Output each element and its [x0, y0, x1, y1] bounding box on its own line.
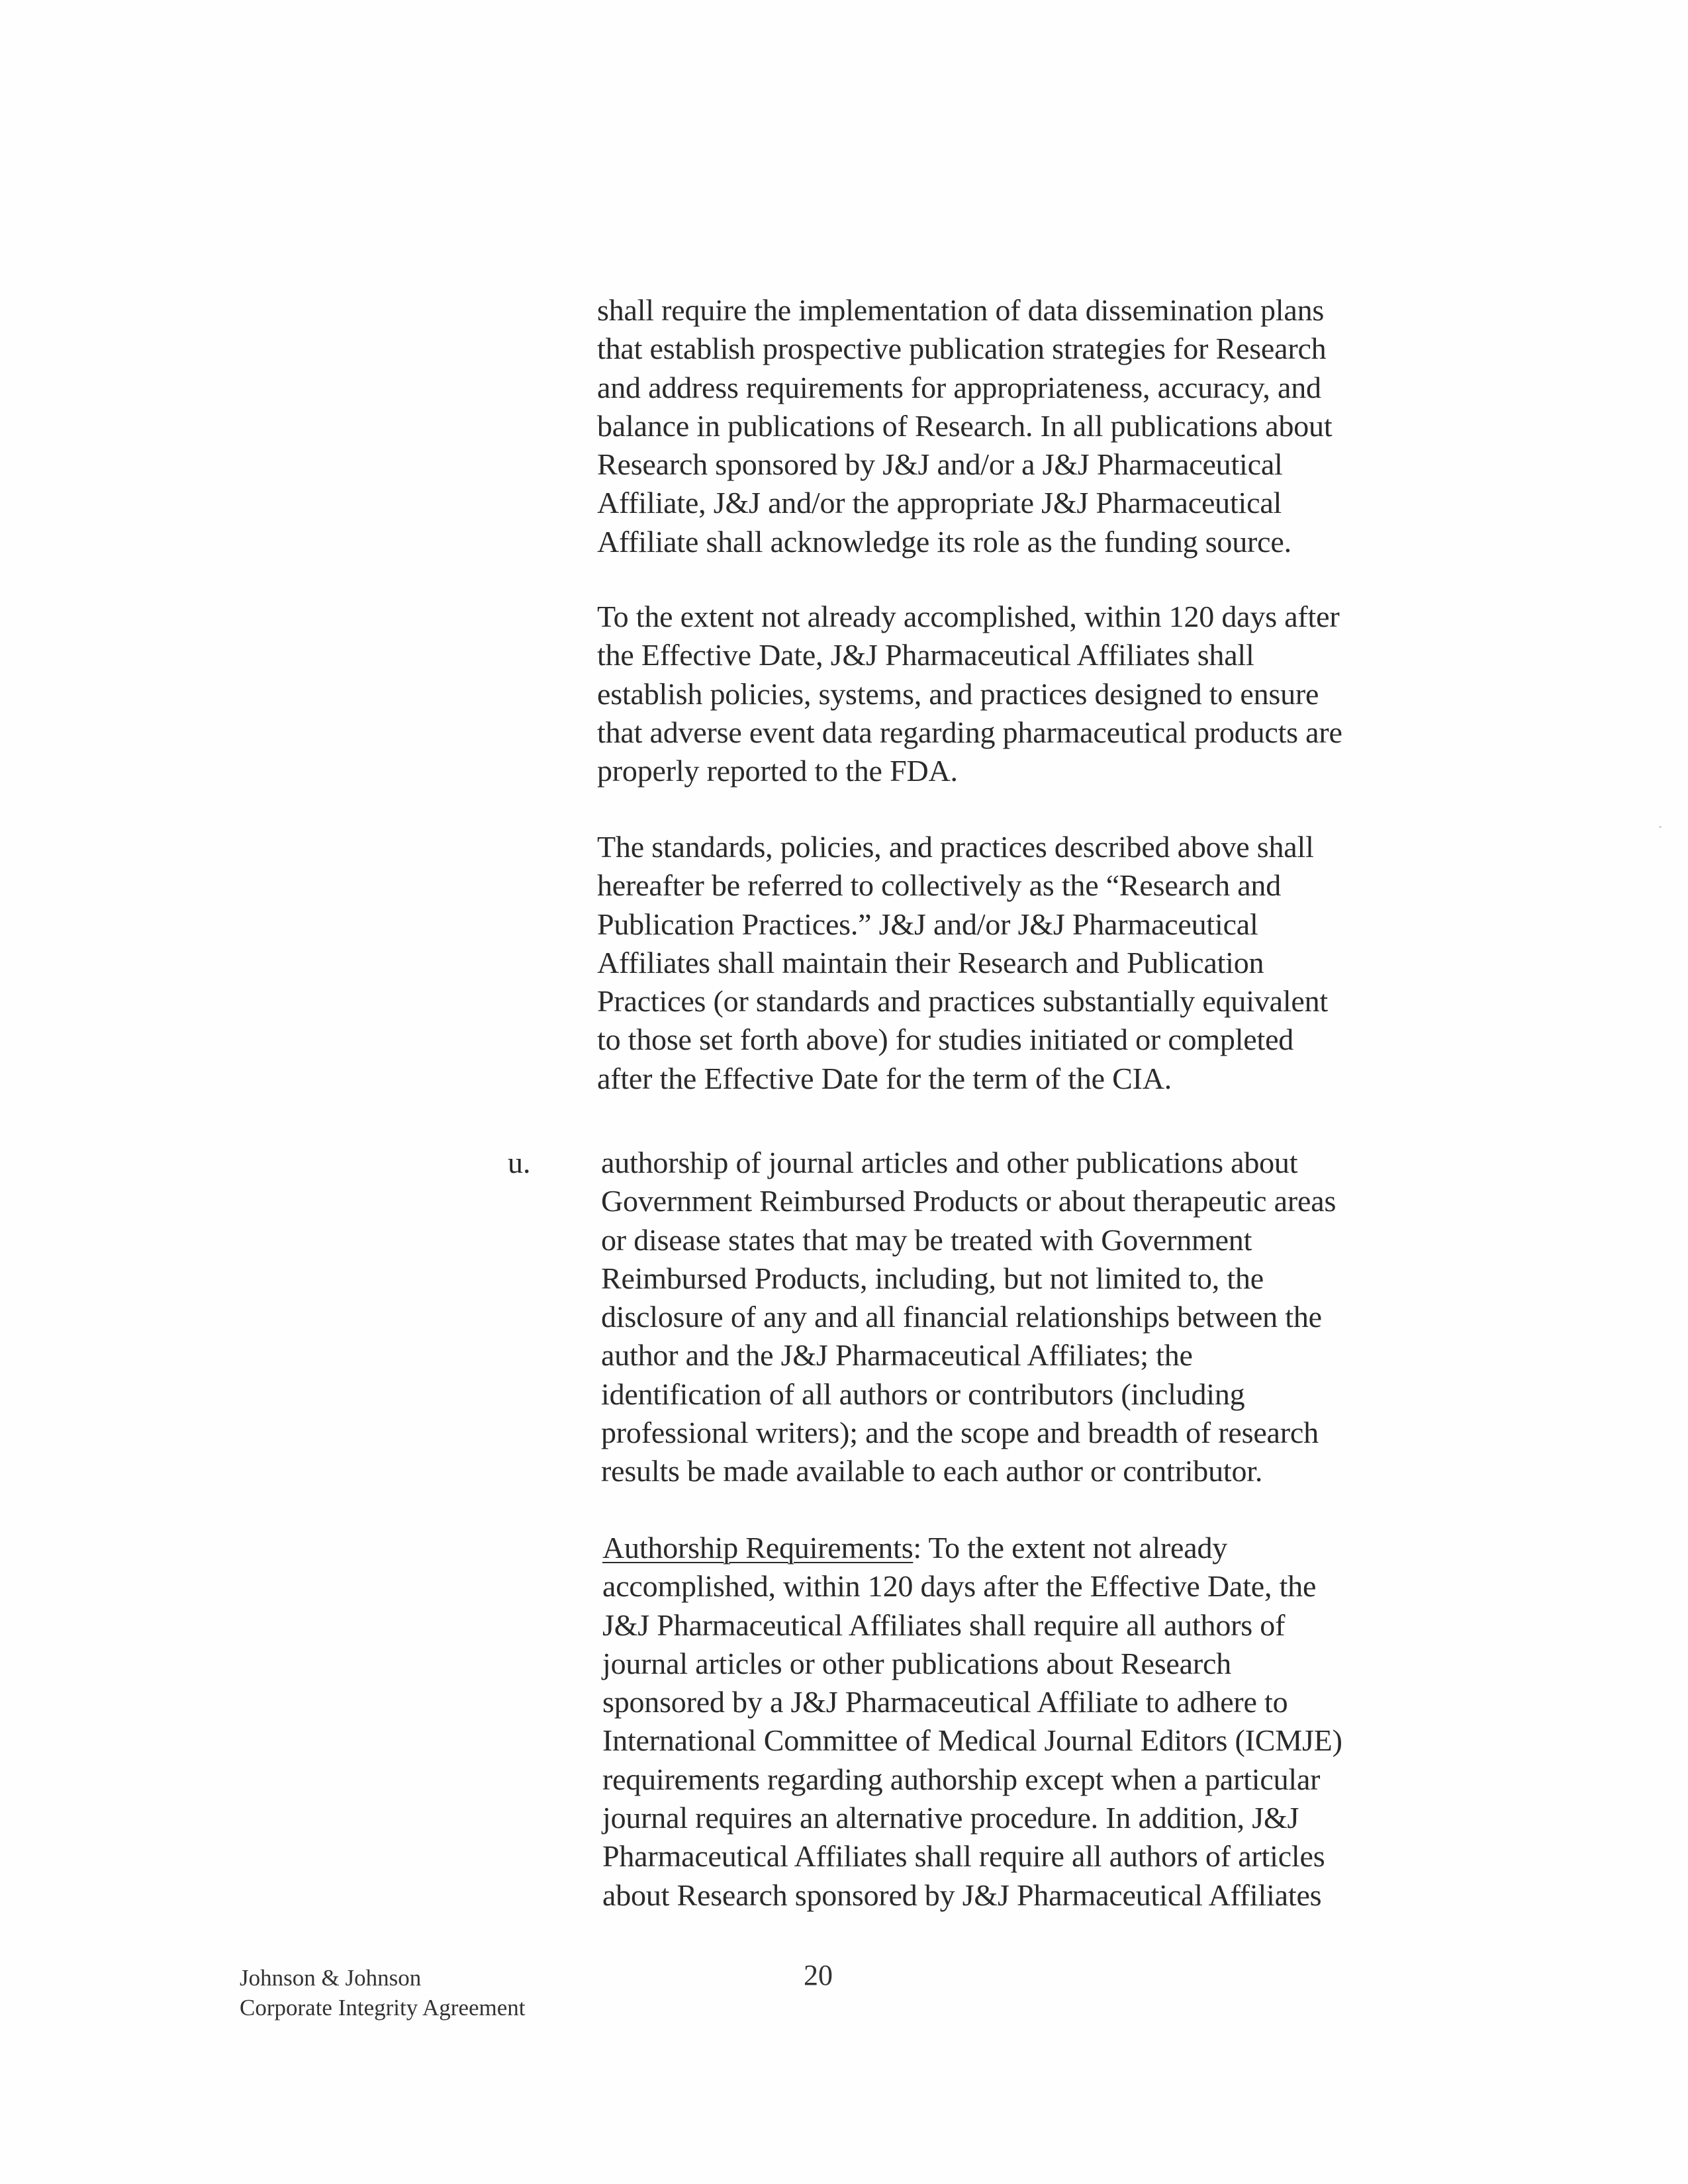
text-line: [602, 1529, 1456, 1567]
footer-company: Johnson & Johnson: [240, 1965, 422, 1991]
text-line: Publication Practices.” J&J and/or J&J Pharmaceutical: [597, 907, 1258, 941]
text-line: International Committee of Medical Journal Editors (ICMJE): [602, 1723, 1342, 1758]
text-line: Affiliates shall maintain their Research and Publication: [597, 945, 1264, 979]
text-line: Government Reimbursed Products or about therapeutic areas: [601, 1184, 1336, 1218]
text-line: results be made available to each author or contributor.: [601, 1454, 1263, 1488]
text-line: Reimbursed Products, including, but not limited to, the: [601, 1261, 1264, 1295]
list-item-u-authorship: [601, 1144, 1455, 1491]
text-line: To the extent not already accomplished, within 120 days after: [597, 600, 1340, 633]
text-line: the Effective Date, J&J Pharmaceutical Affiliates shall: [597, 638, 1254, 672]
text-line: authorship of journal articles and other publications about: [601, 1146, 1298, 1179]
paragraph-adverse-event: [597, 598, 1451, 790]
paragraph-data-dissemination: [597, 291, 1451, 561]
text-line: about Research sponsored by J&J Pharmaceutical Affiliates: [602, 1878, 1322, 1912]
list-marker-u: u.: [508, 1146, 531, 1179]
text-line: Practices (or standards and practices substantially equivalent: [597, 984, 1328, 1019]
text-line: sponsored by a J&J Pharmaceutical Affiliate to adhere to: [602, 1685, 1288, 1719]
section-heading-authorship-requirements: Authorship Requirements: [602, 1531, 914, 1565]
text-line: J&J Pharmaceutical Affiliates shall require all authors of: [602, 1608, 1286, 1642]
footer-doc-title: Corporate Integrity Agreement: [240, 1995, 526, 2021]
heading-continuation: : To the extent not already: [913, 1531, 1228, 1565]
text-line: identification of all authors or contributors (including: [601, 1377, 1245, 1411]
text-line: Affiliate shall acknowledge its role as the funding source.: [597, 524, 1291, 559]
text-line: Pharmaceutical Affiliates shall require all authors of articles: [602, 1839, 1325, 1874]
text-line: after the Effective Date for the term of the CIA.: [597, 1061, 1172, 1095]
text-line: that establish prospective publication strategies for Research: [597, 332, 1327, 366]
footer-document-info: [240, 1963, 526, 2023]
text-line: establish policies, systems, and practices designed to ensure: [597, 676, 1319, 711]
text-line: hereafter be referred to collectively as the “Research and: [597, 868, 1282, 903]
text-line: Research sponsored by J&J and/or a J&J Pharmaceutical: [597, 447, 1283, 482]
paragraph-research-publication-practices: [597, 828, 1451, 1098]
text-line: properly reported to the FDA.: [597, 754, 958, 788]
text-line: and address requirements for appropriateness, accuracy, and: [597, 370, 1321, 404]
text-line: journal requires an alternative procedure. In addition, J&J: [602, 1801, 1299, 1835]
text-line: that adverse event data regarding pharmaceutical products are: [597, 715, 1342, 749]
text-line: professional writers); and the scope and breadth of research: [601, 1416, 1319, 1450]
paragraph-authorship-requirements: [602, 1529, 1456, 1915]
page-number: 20: [804, 1959, 833, 1991]
text-line: to those set forth above) for studies initiated or completed: [597, 1023, 1294, 1057]
text-line: balance in publications of Research. In all publications about: [597, 408, 1333, 443]
text-line: shall require the implementation of data dissemination plans: [597, 293, 1325, 327]
text-line: requirements regarding authorship except when a particular: [602, 1762, 1321, 1796]
text-line: accomplished, within 120 days after the Effective Date, the: [602, 1569, 1317, 1604]
text-line: Affiliate, J&J and/or the appropriate J&J Pharmaceutical: [597, 486, 1282, 520]
text-line: disclosure of any and all financial relationships between the: [601, 1300, 1322, 1334]
text-line: author and the J&J Pharmaceutical Affiliates; the: [601, 1338, 1193, 1373]
text-line: The standards, policies, and practices described above shall: [597, 830, 1314, 864]
scan-speck: [1659, 826, 1662, 828]
text-line: or disease states that may be treated with Government: [601, 1222, 1252, 1257]
text-line: journal articles or other publications about Research: [602, 1646, 1231, 1680]
